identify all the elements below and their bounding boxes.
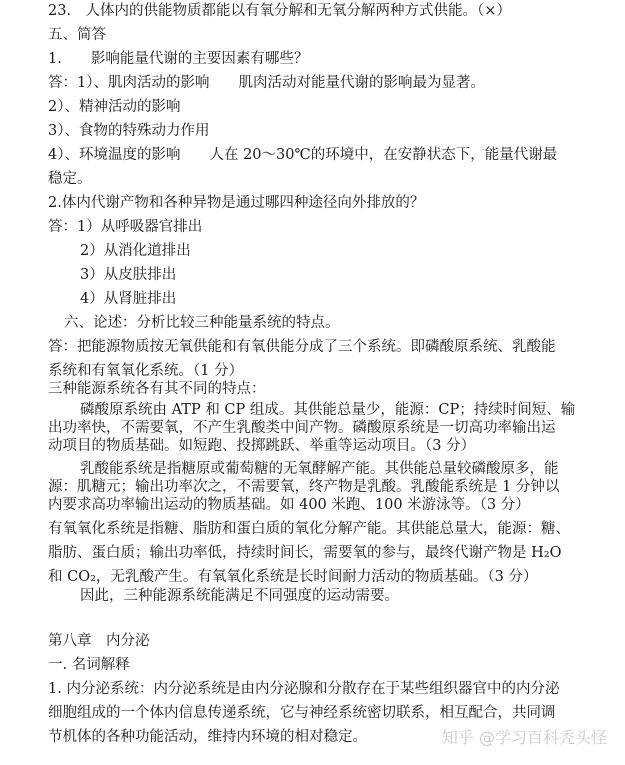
watermark: 知乎 @学习百科秃头怪 — [441, 728, 607, 747]
text-line: 4）从肾脏排出 — [80, 291, 177, 307]
text-line: 磷酸原系统由 ATP 和 CP 组成。其供能总量少，能源：CP；持续时间短、输 — [80, 402, 576, 418]
text-line: 答：把能源物质按无氧供能和有氧供能分成了三个系统。即磷酸原系统、乳酸能 — [48, 339, 556, 355]
text-line: 1. 内分泌系统：内分泌系统是由内分泌腺和分散存在于某些组织器官中的内分泌 — [48, 681, 560, 697]
text-line: 3）、食物的特殊动力作用 — [48, 123, 210, 139]
chapter-heading: 第八章 内分泌 — [48, 633, 150, 649]
text-line: 有氧氧化系统是指糖、脂肪和蛋白质的氧化分解产能。其供能总量大，能源：糖、 — [48, 521, 570, 537]
section-heading: 五、简答 — [48, 27, 106, 43]
text-line: 脂肪、蛋白质；输出功率低，持续时间长，需要氧的参与，最终代谢产物是 H₂O — [48, 545, 562, 561]
text-line: 三种能源系统各有其不同的特点： — [48, 381, 266, 397]
text-line: 系统和有氧氧化系统。（1 分） — [48, 363, 244, 379]
section-heading: 六、论述：分析比较三种能量系统的特点。 — [64, 315, 340, 331]
text-line: 源：肌糖元；输出功率次之，不需要氧，终产物是乳酸。乳酸能系统是 1 分钟以 — [48, 479, 560, 495]
text-line: 节机体的各种功能活动，维持内环境的相对稳定。 — [48, 729, 367, 745]
text-line: 因此，三种能源系统能满足不同强度的运动需要。 — [80, 588, 399, 604]
text-line: 答：1）、肌肉活动的影响 肌肉活动对能量代谢的影响最为显著。 — [48, 75, 485, 91]
question-line: 2.体内代谢产物和各种异物是通过哪四种途径向外排放的？ — [48, 195, 425, 211]
text-line: 23. 人体内的供能物质都能以有氧分解和无氧分解两种方式供能。（×） — [48, 3, 511, 19]
text-line: 内要求高功率输出运动的物质基础。如 400 米跑、100 米游泳等。（3 分） — [48, 497, 530, 513]
text-line: 答：1）从呼吸器官排出 — [48, 219, 203, 235]
text-line: 细胞组成的一个体内信息传递系统，它与神经系统密切联系，相互配合，共同调 — [48, 705, 556, 721]
text-line: 3）从皮肤排出 — [80, 267, 177, 283]
text-line: 和 CO₂，无乳酸产生。有氧氧化系统是长时间耐力活动的物质基础。（3 分） — [48, 569, 538, 585]
text-line: 乳酸能系统是指糖原或葡萄糖的无氧酵解产能。其供能总量较磷酸原多，能 — [80, 461, 559, 477]
text-line: 动项目的物质基础。如短跑、投掷跳跃、举重等运动项目。（3 分） — [48, 438, 476, 454]
text-line: 2）、精神活动的影响 — [48, 99, 181, 115]
text-line: 稳定。 — [48, 171, 92, 187]
text-line: 2）从消化道排出 — [80, 243, 191, 259]
question-line: 1. 影响能量代谢的主要因素有哪些？ — [48, 51, 309, 67]
text-line: 出功率快，不需要氧，不产生乳酸类中间产物。磷酸原系统是一切高功率输出运 — [48, 420, 556, 436]
text-line: 4）、环境温度的影响 人在 20～30℃的环境中，在安静状态下，能量代谢最 — [48, 147, 558, 163]
section-heading: 一. 名词解释 — [48, 657, 130, 673]
